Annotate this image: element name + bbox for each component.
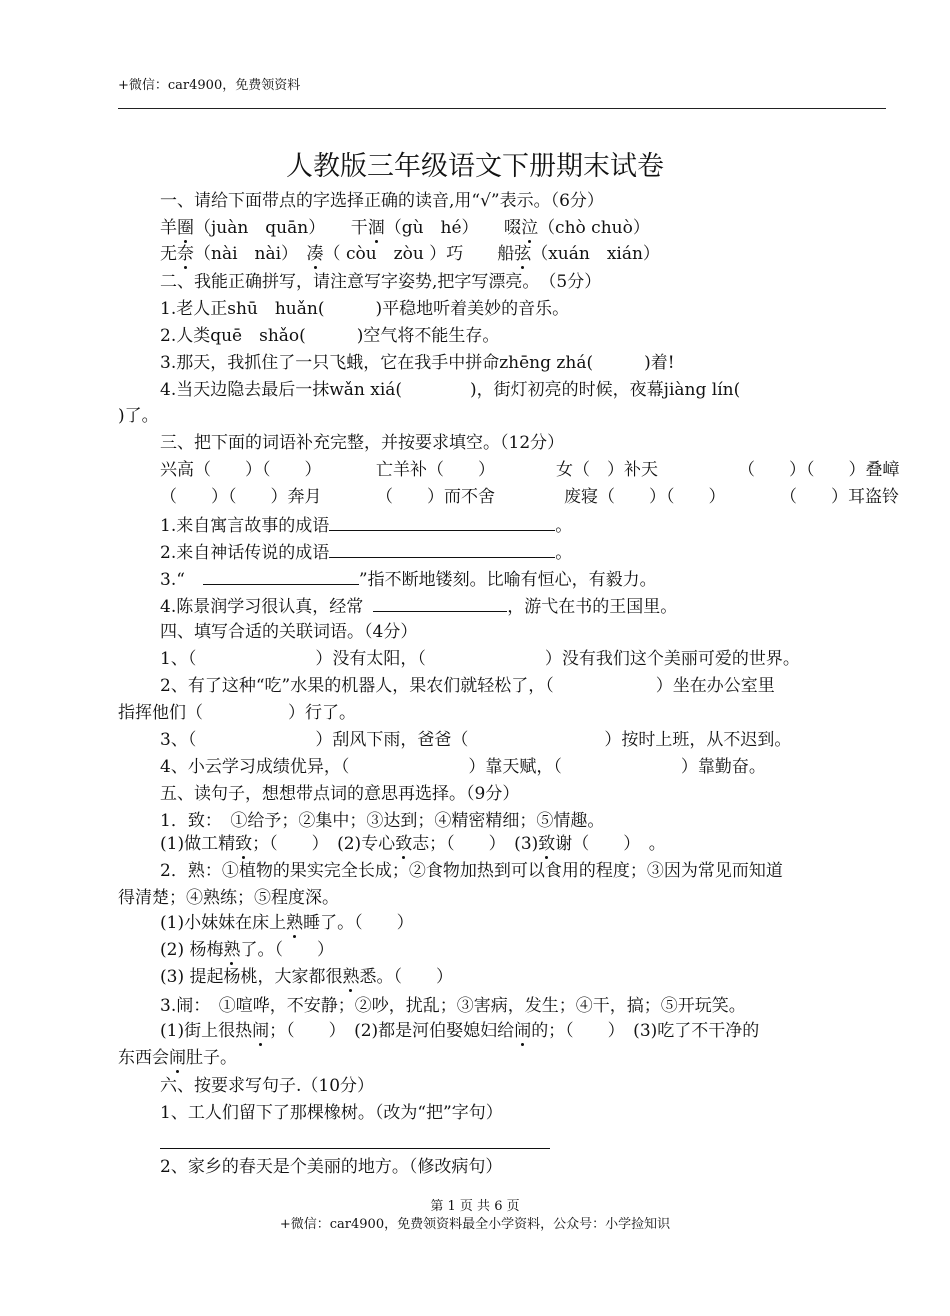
s5-text: (1)做工精 xyxy=(160,834,236,854)
dotted-char: 致 xyxy=(395,834,413,854)
s3-q4 xyxy=(160,594,930,618)
s3-q1 xyxy=(160,513,930,537)
s5-nao-defs: 3.闹： ①喧哗，不安静；②吵，扰乱；③害病，发生；④干，搞；⑤开玩笑。 xyxy=(160,996,746,1016)
s2-q4-cont: )了。 xyxy=(118,406,159,426)
s5-text: 志；（ ） (3) xyxy=(412,834,539,854)
s2-q3: 3.那天，我抓住了一只飞蛾，它在我手中拼命zhēng zhá( )着! xyxy=(160,353,675,373)
s5-zhi-questions xyxy=(160,833,930,855)
s2-q4: 4.当天边隐去最后一抹wǎn xiá( )，街灯初亮的时候，夜幕jiàng lín( xyxy=(160,380,741,400)
s3-q3-text: 3.“ xyxy=(160,570,185,590)
dotted-char: 致 xyxy=(538,834,556,854)
dotted-char: 泣 xyxy=(521,218,539,238)
idiom-blank: （ ）耳盗铃 xyxy=(780,487,899,507)
s4-q2-cont: 指挥他们（ ）行了。 xyxy=(118,703,356,723)
dotted-char: 涸 xyxy=(367,218,385,238)
s6-q1: 1、工人们留下了那棵橡树。（改为“把”字句） xyxy=(160,1103,503,1123)
idiom-blank: （ ）（ ）奔月 xyxy=(160,487,322,507)
s5-text: 悉。（ ） xyxy=(359,967,453,987)
s2-q1: 1.老人正shū huǎn( )平稳地听着美妙的音乐。 xyxy=(160,299,570,319)
s3-q1-text: 1.来自寓言故事的成语 xyxy=(160,516,330,536)
s5-shu-defs-cont: 得清楚；④熟练；⑤程度深。 xyxy=(118,888,339,908)
section-2-heading: 二、我能正确拼写，请注意写字姿势,把字写漂亮。 （5分） xyxy=(160,272,602,292)
idiom-blank: 女（ ）补天 xyxy=(556,460,658,480)
s5-text: (1)小妹妹在床上 xyxy=(160,913,287,933)
s3-q3 xyxy=(160,567,930,591)
section-4-heading: 四、填写合适的关联词语。（4分） xyxy=(160,622,418,642)
s5-text: (3) 提起杨桃，大家都很 xyxy=(160,967,343,987)
s4-q3: 3、（ ）刮风下雨，爸爸（ ）按时上班，从不迟到。 xyxy=(160,730,792,750)
s4-q4: 4、小云学习成绩优异，（ ）靠天赋，（ ）靠勤奋。 xyxy=(160,757,766,777)
dotted-char: 奈 xyxy=(177,244,194,264)
idiom-blank: 亡羊补（ ） xyxy=(376,460,495,480)
s1-text: （gù hé） 啜 xyxy=(384,218,522,238)
dotted-char: 凑 xyxy=(306,244,324,264)
s6-q2: 2、家乡的春天是个美丽的地方。（修改病句） xyxy=(160,1157,503,1177)
s3-q2-text: 2.来自神话传说的成语 xyxy=(160,543,330,563)
s3-q1-period: 。 xyxy=(555,516,573,536)
section-3-heading: 三、把下面的词语补充完整，并按要求填空。（12分） xyxy=(160,433,565,453)
s5-text: (2) 杨梅 xyxy=(160,940,224,960)
s5-text: (1)街上很热 xyxy=(160,1021,253,1041)
page-title: 人教版三年级语文下册期末试卷 xyxy=(286,151,664,182)
s1-text: （ còu zòu ）巧 船 xyxy=(323,244,515,264)
dotted-char: 闹 xyxy=(252,1021,270,1041)
dotted-char: 熟 xyxy=(342,967,360,987)
dotted-char: 弦 xyxy=(514,244,532,264)
s5-shu-q2 xyxy=(160,939,930,961)
section-5-heading: 五、读句子，想想带点词的意思再选择。（9分） xyxy=(160,784,520,804)
idiom-blank: （ ）而不舍 xyxy=(376,487,495,507)
idiom-blank: 废寝（ ）（ ） xyxy=(564,487,726,507)
s2-q2: 2.人类quē shǎo( )空气将不能生存。 xyxy=(160,326,500,346)
s5-text: 睡了。（ ） xyxy=(303,913,414,933)
dotted-char: 闹 xyxy=(514,1021,532,1041)
s5-text: 了。（ ） xyxy=(240,940,334,960)
section-6-heading: 六、按要求写句子.（10分） xyxy=(160,1076,375,1096)
s3-q3-text: ”指不断地镂刻。比喻有恒心，有毅力。 xyxy=(358,570,657,590)
s4-q1: 1、（ ）没有太阳，（ ）没有我们这个美丽可爱的世界。 xyxy=(160,649,800,669)
dotted-char: 熟 xyxy=(286,913,304,933)
idiom-blank: 兴高（ ）（ ） xyxy=(160,460,322,480)
footer-note: +微信：car4900，免费领资料最全小学资料，公众号：小学捡知识 xyxy=(279,1217,671,1232)
dotted-char: 闹 xyxy=(169,1048,186,1068)
s1-text: （juàn quān） 干 xyxy=(194,218,368,238)
s5-text: ；（ ） (2)都是河伯娶媳妇给 xyxy=(269,1021,515,1041)
s3-q4-text: 4.陈景润学习很认真，经常 xyxy=(160,597,364,617)
s5-shu-defs: 2．熟：①植物的果实完全长成；②食物加热到可以食用的程度；③因为常见而知道 xyxy=(160,861,783,881)
s5-text: 的；（ ） (3)吃了不干净的 xyxy=(531,1021,760,1041)
dotted-char: 致 xyxy=(235,834,253,854)
answer-line[interactable] xyxy=(160,1148,550,1149)
s4-q2: 2、有了这种“吃”水果的机器人，果农们就轻松了，（ ）坐在办公室里 xyxy=(160,676,775,696)
s5-text: 东西会 xyxy=(118,1048,169,1068)
answer-blank[interactable] xyxy=(373,594,507,612)
s3-q2 xyxy=(160,540,930,564)
header-divider xyxy=(118,108,886,109)
page-number: 第 1 页 共 6 页 xyxy=(430,1199,520,1214)
s5-text: ；（ ） (2)专心 xyxy=(252,834,396,854)
s1-text: 羊 xyxy=(160,218,177,238)
s5-shu-q1 xyxy=(160,912,930,934)
s3-q2-period: 。 xyxy=(555,543,573,563)
dotted-char: 熟 xyxy=(223,940,241,960)
s1-text: （xuán xián） xyxy=(531,244,660,264)
s5-nao-questions xyxy=(160,1020,930,1042)
answer-blank[interactable] xyxy=(329,540,555,558)
dotted-char: 圈 xyxy=(177,218,194,238)
s5-text: 谢（ ） 。 xyxy=(555,834,666,854)
s1-text: 无 xyxy=(160,244,177,264)
s5-zhi-defs: 1．致： ①给予；②集中；③达到；④精密精细；⑤情趣。 xyxy=(160,811,605,831)
answer-blank[interactable] xyxy=(329,513,555,531)
s3-q4-text: ，游弋在书的王国里。 xyxy=(507,597,678,617)
s1-row-1 xyxy=(160,217,930,239)
s1-row-2 xyxy=(160,243,930,265)
section-1-heading: 一、请给下面带点的字选择正确的读音,用“√”表示。（6分） xyxy=(160,191,604,211)
s5-shu-q3 xyxy=(160,966,930,988)
s5-nao-questions-cont xyxy=(118,1047,888,1069)
s5-text: 肚子。 xyxy=(186,1048,237,1068)
s1-text: （chò chuò） xyxy=(538,218,650,238)
s1-text: （nài nài） xyxy=(194,244,307,264)
idiom-blank: （ ）（ ）叠嶂 xyxy=(738,460,900,480)
header-note: +微信：car4900，免费领资料 xyxy=(118,78,301,93)
answer-blank[interactable] xyxy=(203,567,359,585)
